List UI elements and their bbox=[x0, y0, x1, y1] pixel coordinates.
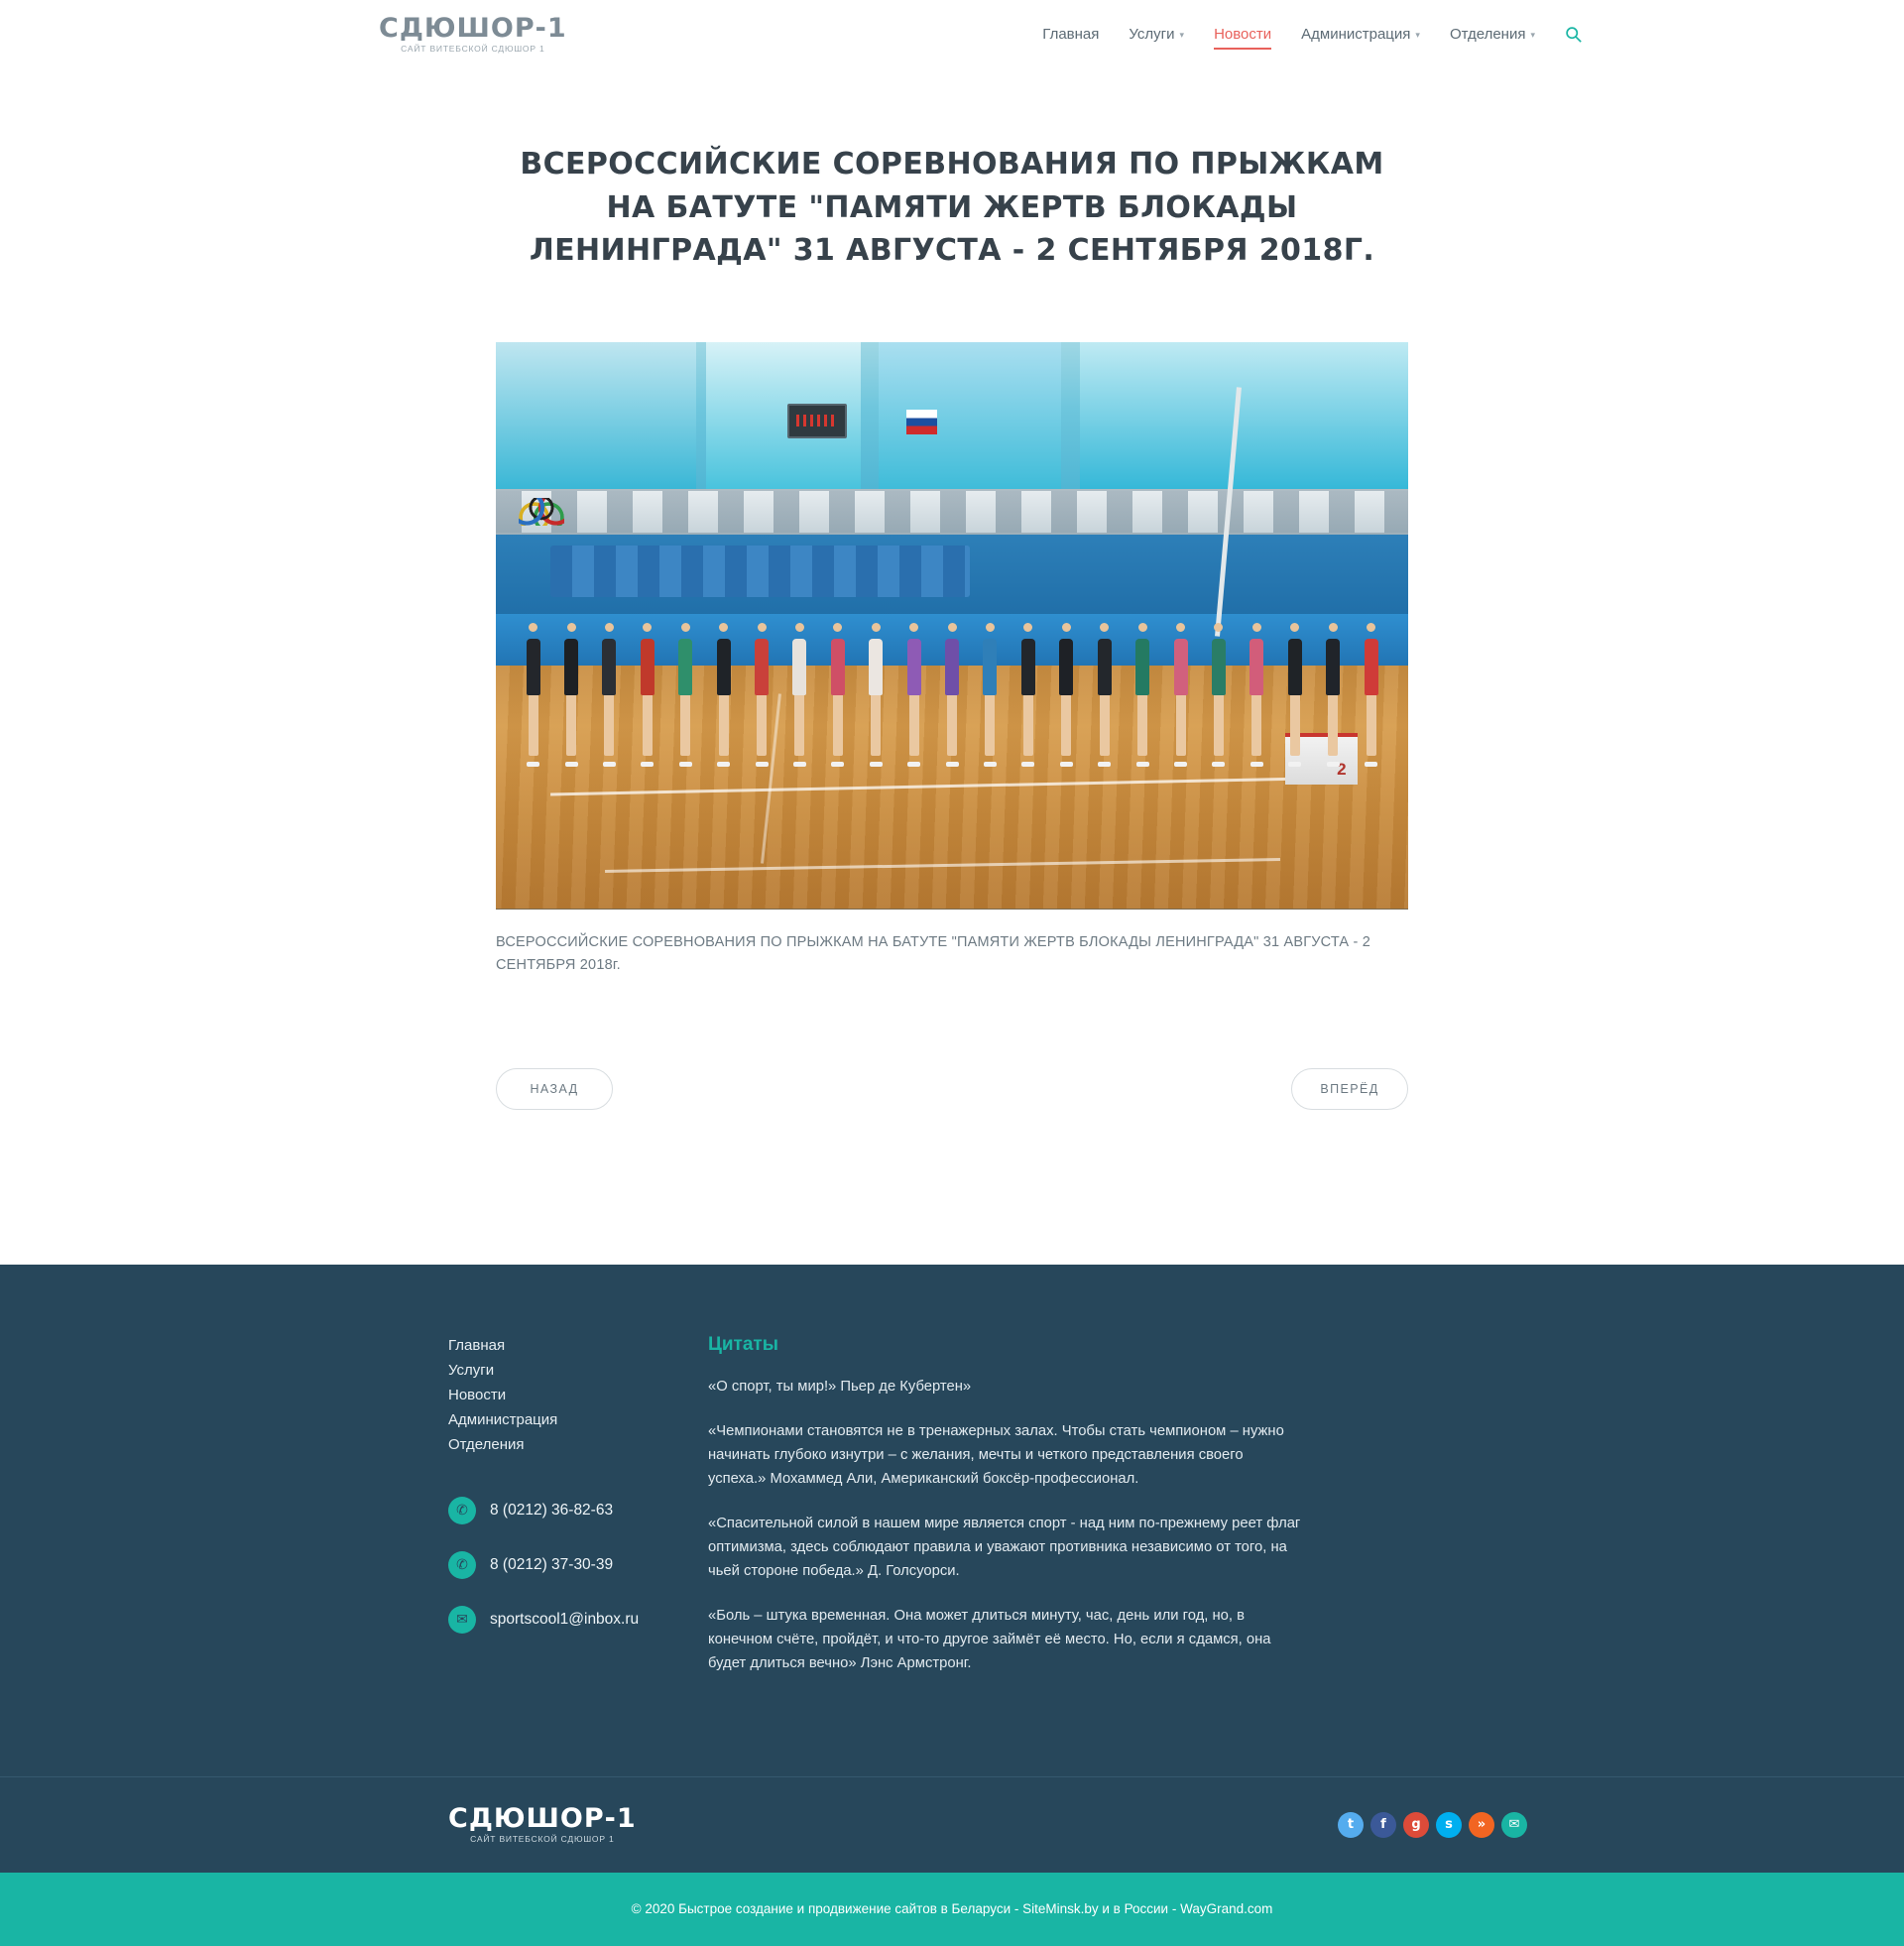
footer-link-uslugi[interactable]: Услуги bbox=[448, 1361, 495, 1379]
quote-item: «Спасительной силой в нашем мире является спорт - над ним по-прежнему реет флаг оптимизма, здесь соблюдают правила и уважают противника независимо от того, на чьей стороне победа.» Д. Голсуорси. bbox=[708, 1515, 1301, 1579]
nav-item-otdeleniya[interactable] bbox=[1450, 22, 1535, 47]
logo-title: СДЮШОР-1 bbox=[379, 12, 567, 44]
scoreboard bbox=[787, 404, 847, 437]
nav-label: Услуги bbox=[1129, 25, 1175, 43]
nav-label: Отделения bbox=[1449, 25, 1526, 43]
contact-value: 8 (0212) 37-30-39 bbox=[490, 1555, 614, 1573]
contact-phone-1[interactable] bbox=[448, 1497, 704, 1524]
rss-icon[interactable]: » bbox=[1469, 1812, 1494, 1838]
footer-link-glavnaya[interactable]: Главная bbox=[448, 1336, 506, 1354]
nav-item-novosti[interactable] bbox=[1214, 22, 1271, 47]
contact-value: sportscool1@inbox.ru bbox=[490, 1610, 640, 1628]
site-header bbox=[0, 0, 1904, 67]
site-logo[interactable] bbox=[379, 12, 567, 54]
footer-logo[interactable] bbox=[377, 1805, 637, 1844]
phone-icon: ✆ bbox=[448, 1551, 476, 1579]
nav-item-administraciya[interactable] bbox=[1301, 22, 1420, 47]
prev-button[interactable]: НАЗАД bbox=[496, 1068, 613, 1110]
quote-item: «О спорт, ты мир!» Пьер де Кубертен» bbox=[708, 1378, 972, 1395]
footer-link-administraciya[interactable]: Администрация bbox=[448, 1410, 558, 1428]
mail-icon: ✉ bbox=[448, 1606, 476, 1634]
nav-label: Администрация bbox=[1301, 25, 1411, 43]
quote-item: «Боль – штука временная. Она может длиться минуту, час, день или год, но, в конечном счёте, пройдёт, и что-то другое займёт её место. Но, если я сдамся, она будет длиться вечно» Лэнс Армстронг. bbox=[708, 1607, 1271, 1671]
article-photo bbox=[496, 342, 1408, 910]
figure-caption: ВСЕРОССИЙСКИЕ СОРЕВНОВАНИЯ ПО ПРЫЖКАМ НА БАТУТЕ "ПАМЯТИ ЖЕРТВ БЛОКАДЫ ЛЕНИНГРАДА" 31 АВГУСТА - 2 СЕНТЯБРЯ 2018г. bbox=[496, 933, 1371, 973]
olympic-rings-icon bbox=[519, 498, 564, 527]
footer-links-column bbox=[377, 1334, 704, 1697]
chevron-down-icon: ▾ bbox=[1415, 29, 1420, 40]
footer-contacts bbox=[448, 1497, 704, 1634]
quotes-title: Цитаты bbox=[708, 1333, 778, 1355]
flag-icon bbox=[906, 410, 937, 434]
chevron-down-icon: ▾ bbox=[1530, 29, 1535, 40]
footer-link-otdeleniya[interactable]: Отделения bbox=[448, 1435, 525, 1453]
logo-subtitle: САЙТ ВИТЕБСКОЙ СДЮШОР 1 bbox=[401, 43, 545, 54]
nav-label: Главная bbox=[1042, 25, 1100, 43]
footer-quotes-column bbox=[704, 1334, 1527, 1697]
facebook-icon[interactable]: f bbox=[1370, 1812, 1396, 1838]
email-icon[interactable]: ✉ bbox=[1501, 1812, 1527, 1838]
nav-item-uslugi[interactable] bbox=[1129, 22, 1184, 47]
social-links bbox=[1338, 1812, 1527, 1838]
article-main bbox=[0, 67, 1904, 1110]
article-pager bbox=[496, 1068, 1408, 1110]
page-title: ВСЕРОССИЙСКИЕ СОРЕВНОВАНИЯ ПО ПРЫЖКАМ НА БАТУТЕ "ПАМЯТИ ЖЕРТВ БЛОКАДЫ ЛЕНИНГРАДА" 31 АВГУСТА - 2 СЕНТЯБРЯ 2018Г. bbox=[520, 147, 1384, 268]
nav-label: Новости bbox=[1214, 25, 1272, 43]
contact-value: 8 (0212) 36-82-63 bbox=[490, 1501, 614, 1519]
twitter-icon[interactable]: t bbox=[1338, 1812, 1364, 1838]
chevron-down-icon: ▾ bbox=[1179, 29, 1185, 40]
contact-phone-2[interactable] bbox=[448, 1551, 704, 1579]
google-plus-icon[interactable]: g bbox=[1403, 1812, 1429, 1838]
quote-item: «Чемпионами становятся не в тренажерных залах. Чтобы стать чемпионом – нужно начинать глубоко изнутри – с желания, мечты и четкого представления своего успеха.» Мохаммед Али, Американский боксёр-профессионал. bbox=[708, 1422, 1284, 1487]
main-navigation bbox=[1042, 22, 1582, 47]
search-icon[interactable] bbox=[1565, 26, 1582, 43]
copyright-text: © 2020 Быстрое создание и продвижение сайтов в Беларуси - SiteMinsk.by и в России - WayGrand.com bbox=[631, 1901, 1273, 1917]
footer-logo-subtitle: САЙТ ВИТЕБСКОЙ СДЮШОР 1 bbox=[470, 1834, 615, 1845]
copyright-bar bbox=[0, 1873, 1904, 1946]
contact-email[interactable] bbox=[448, 1606, 704, 1634]
footer-bottom-bar bbox=[0, 1776, 1904, 1873]
athletes-row bbox=[514, 620, 1389, 768]
skype-icon[interactable]: s bbox=[1436, 1812, 1462, 1838]
next-button[interactable]: ВПЕРЁД bbox=[1291, 1068, 1408, 1110]
phone-icon: ✆ bbox=[448, 1497, 476, 1524]
article-figure bbox=[496, 342, 1408, 977]
footer-logo-title: СДЮШОР-1 bbox=[448, 1803, 637, 1835]
site-footer bbox=[0, 1265, 1904, 1946]
footer-link-novosti[interactable]: Новости bbox=[448, 1386, 507, 1403]
nav-item-glavnaya[interactable] bbox=[1042, 22, 1099, 47]
